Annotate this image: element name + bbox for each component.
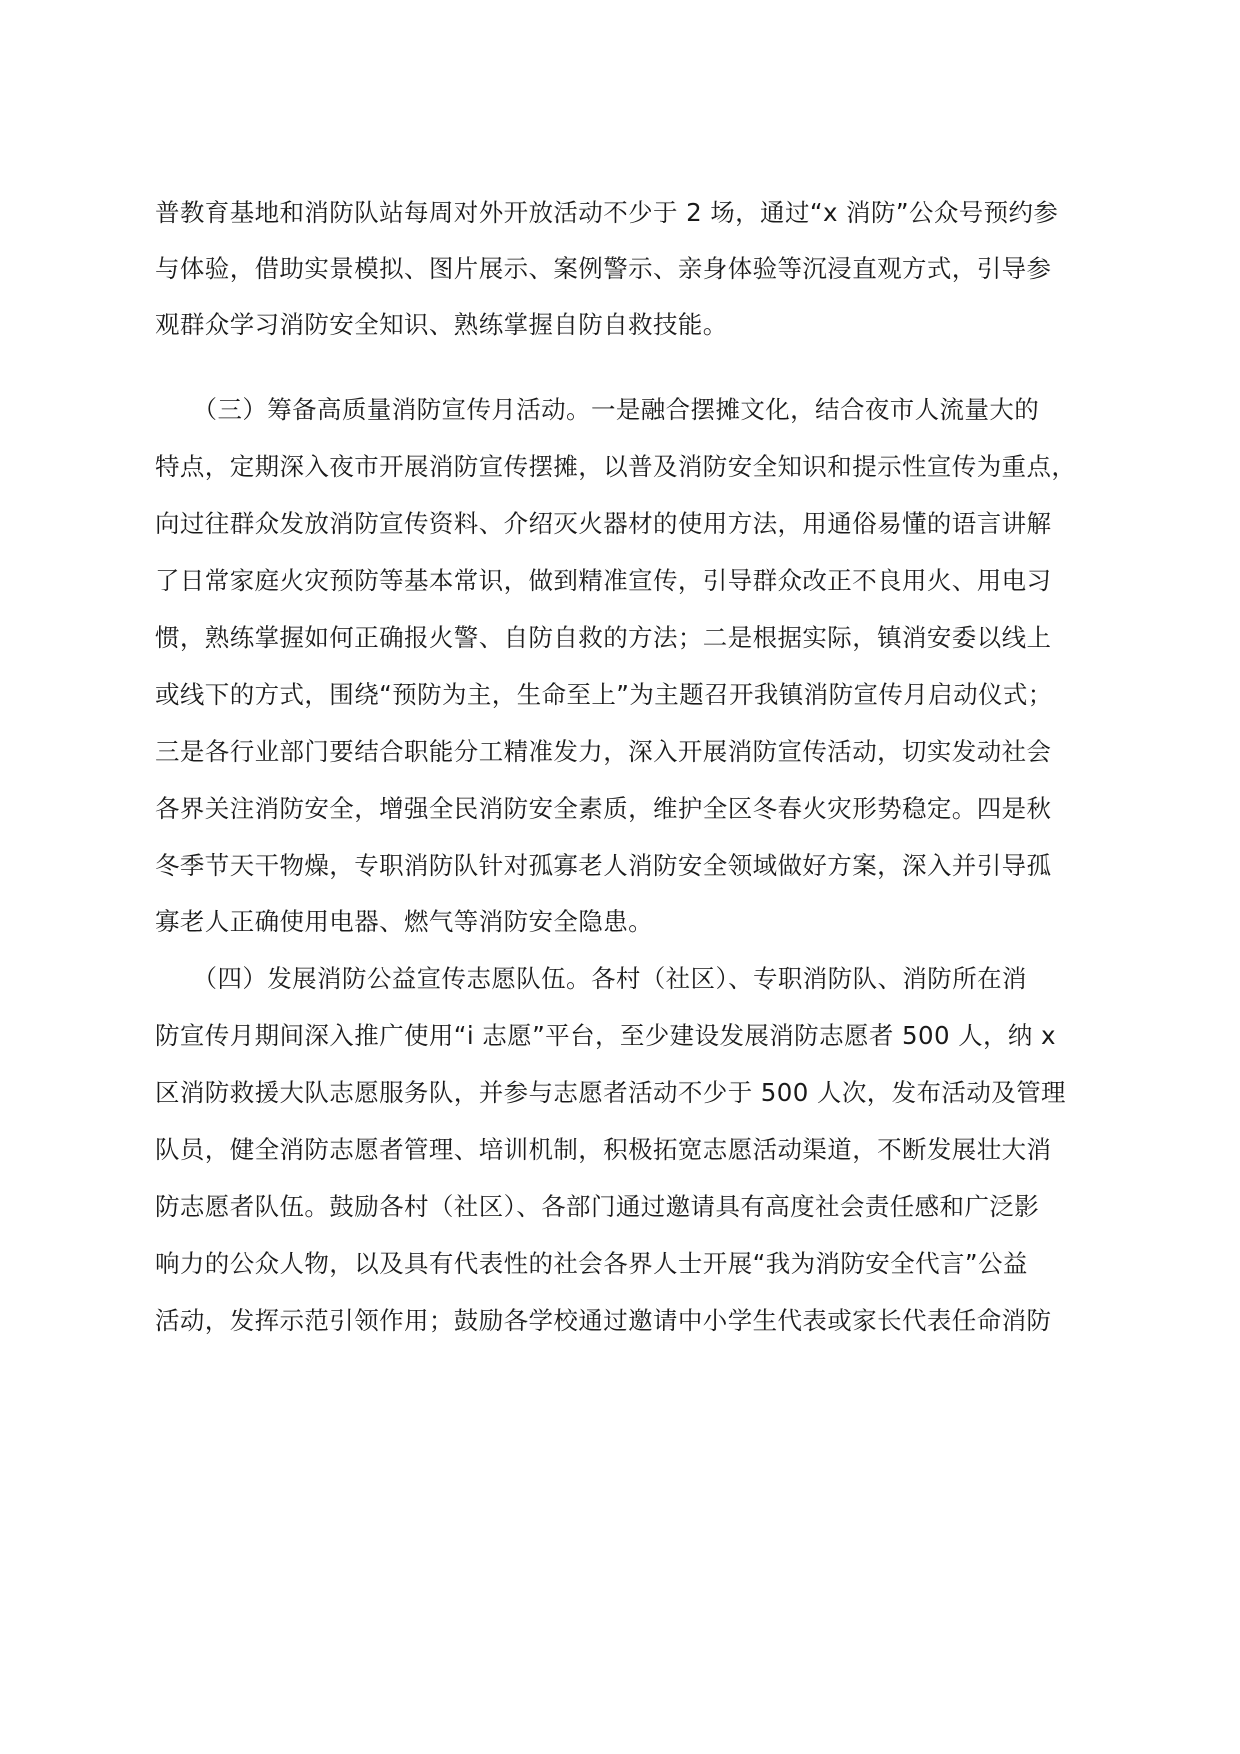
text-line-10: 三是各行业部门要结合职能分工精准发力，深入开展消防宣传活动，切实发动社会 [155,737,1052,766]
text-line-15: 防宣传月期间深入推广使用“i 志愿”平台，至少建设发展消防志愿者 500 人，纳 x [155,1021,1056,1050]
text-line-19: 响力的公众人物，以及具有代表性的社会各界人士开展“我为消防安全代言”公益 [155,1249,1028,1278]
text-line-3: 观群众学习消防安全知识、熟练掌握自防自救技能。 [155,310,728,339]
text-line-4: （三）筹备高质量消防宣传月活动。一是融合摆摊文化，结合夜市人流量大的 [155,395,1040,424]
text-line-7: 了日常家庭火灾预防等基本常识，做到精准宣传，引导群众改正不良用火、用电习 [155,566,1052,595]
text-line-2: 与体验，借助实景模拟、图片展示、案例警示、亲身体验等沉浸直观方式，引导参 [155,254,1052,283]
text-line-5: 特点，定期深入夜市开展消防宣传摆摊，以普及消防安全知识和提示性宣传为重点， [155,452,1077,481]
text-line-6: 向过往群众发放消防宣传资料、介绍灭火器材的使用方法，用通俗易懂的语言讲解 [155,509,1052,538]
text-line-11: 各界关注消防安全，增强全民消防安全素质，维护全区冬春火灾形势稳定。四是秋 [155,794,1052,823]
text-line-1: 普教育基地和消防队站每周对外开放活动不少于 2 场，通过“x 消防”公众号预约参 [155,198,1059,227]
text-line-14: （四）发展消防公益宣传志愿队伍。各村（社区）、专职消防队、消防所在消 [155,964,1027,993]
text-line-13: 寡老人正确使用电器、燃气等消防安全隐患。 [155,907,653,936]
text-line-12: 冬季节天干物燥，专职消防队针对孤寡老人消防安全领域做好方案，深入并引导孤 [155,851,1052,880]
text-line-8: 惯，熟练掌握如何正确报火警、自防自救的方法；二是根据实际，镇消安委以线上 [155,623,1052,652]
text-line-18: 防志愿者队伍。鼓励各村（社区）、各部门通过邀请具有高度社会责任感和广泛影 [155,1192,1040,1221]
text-line-9: 或线下的方式，围绕“预防为主，生命至上”为主题召开我镇消防宣传月启动仪式； [155,680,1053,709]
text-line-16: 区消防救援大队志愿服务队，并参与志愿者活动不少于 500 人次，发布活动及管理 [155,1078,1066,1107]
text-line-20: 活动，发挥示范引领作用；鼓励各学校通过邀请中小学生代表或家长代表任命消防 [155,1306,1052,1335]
text-line-17: 队员，健全消防志愿者管理、培训机制，积极拓宽志愿活动渠道，不断发展壮大消 [155,1135,1052,1164]
